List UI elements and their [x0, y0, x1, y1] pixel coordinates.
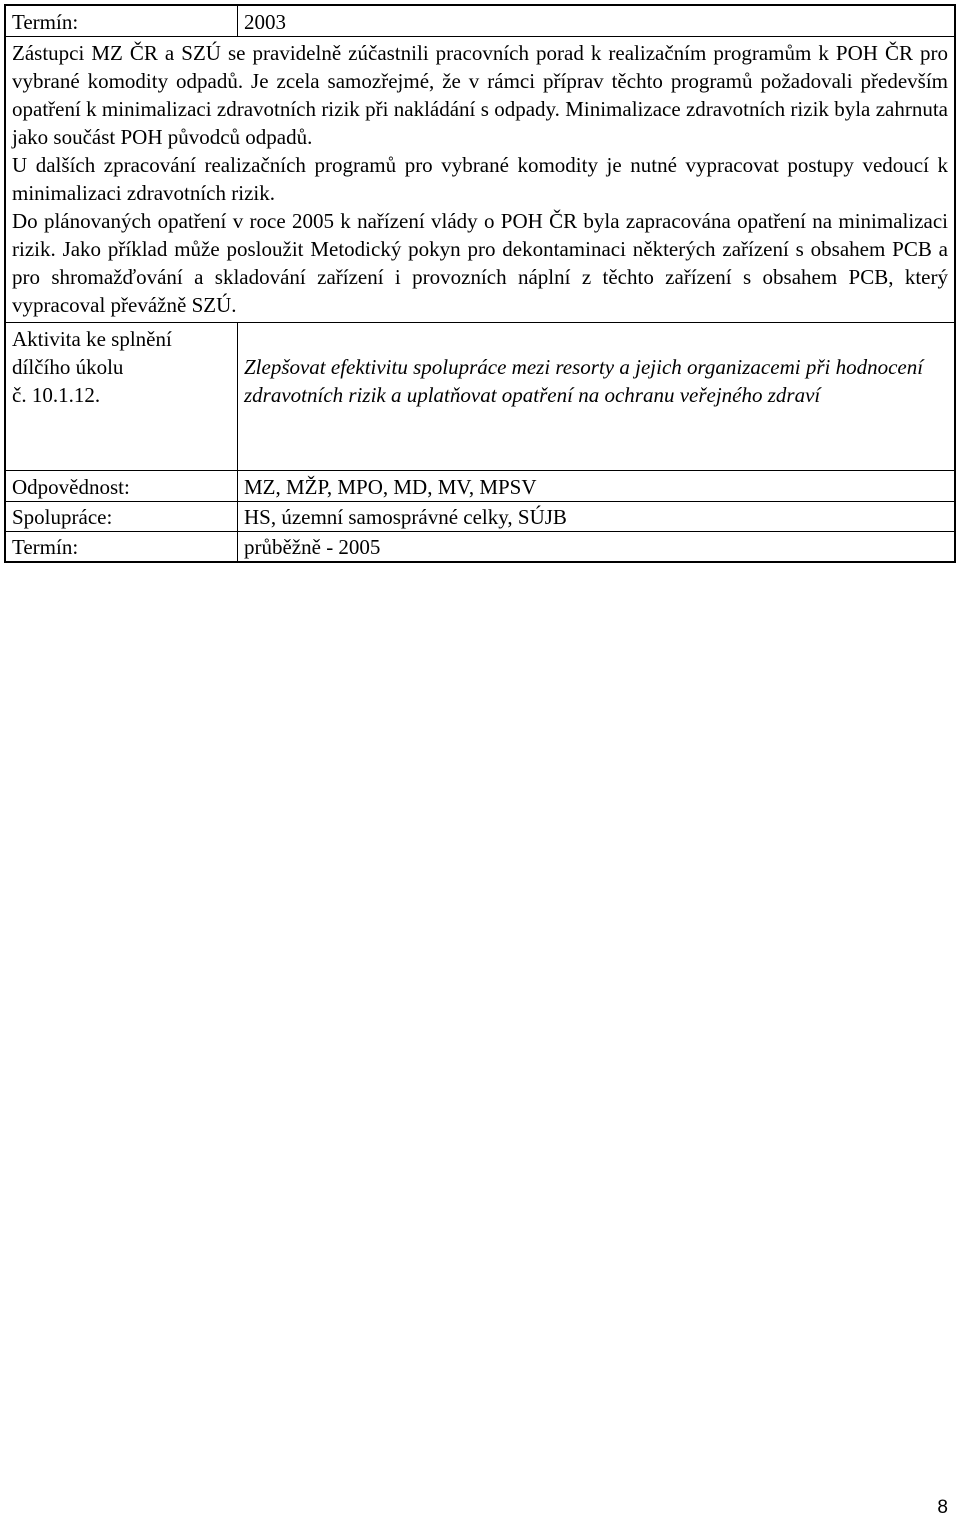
report-row [5, 37, 955, 323]
aktivita-text-cell [237, 323, 955, 471]
termin-label-top: Termín: [5, 5, 237, 37]
aktivita-label-line1: Aktivita ke splnění [12, 327, 172, 351]
spoluprace-label: Spolupráce: [5, 502, 237, 532]
report-cell [5, 37, 955, 323]
termin-row-bottom [5, 532, 955, 563]
spoluprace-value: HS, územní samosprávné celky, SÚJB [237, 502, 955, 532]
termin-label-bottom: Termín: [5, 532, 237, 563]
aktivita-text: Zlepšovat efektivitu spolupráce mezi resorty a jejich organizacemi při hodnocení zdravotních rizik a uplatňovat opatření na ochranu veřejného zdraví [243, 355, 924, 407]
termin-value-bottom: průběžně - 2005 [237, 532, 955, 563]
odpovednost-label: Odpovědnost: [5, 471, 237, 502]
page-number: 8 [937, 1497, 948, 1518]
odpovednost-value: MZ, MŽP, MPO, MD, MV, MPSV [237, 471, 955, 502]
spoluprace-row [5, 502, 955, 532]
aktivita-label-cell [5, 323, 237, 471]
aktivita-label-line3: č. 10.1.12. [12, 383, 101, 407]
aktivita-row [5, 323, 955, 471]
termin-value-top: 2003 [237, 5, 955, 37]
task-table [4, 4, 956, 563]
report-paragraph-3: Do plánovaných opatření v roce 2005 k nařízení vlády o POH ČR byla zapracována opatření na minimalizaci rizik. Jako příklad může posloužit Metodický pokyn pro dekontaminaci některých zařízení s obsahem PCB a pro shromažďování a skladování zařízení i provozních náplní z těchto zařízení s obsahem PCB, který vypracoval převážně SZÚ. [12, 209, 948, 317]
report-paragraph-1: Zástupci MZ ČR a SZÚ se pravidelně zúčastnili pracovních porad k realizačním programům k POH ČR pro vybrané komodity odpadů. Je zcela samozřejmé, že v rámci příprav těchto programů požadovali především opatření k minimalizaci zdravotních rizik při nakládání s odpady. Minimalizace zdravotních rizik byla zahrnuta jako součást POH původců odpadů. [12, 41, 948, 149]
aktivita-label-line2: dílčího úkolu [12, 355, 124, 379]
odpovednost-row [5, 471, 955, 502]
termin-row-top [5, 5, 955, 37]
report-paragraph-2: U dalších zpracování realizačních programů pro vybrané komodity je nutné vypracovat postupy vedoucí k minimalizaci zdravotních rizik. [12, 153, 948, 205]
